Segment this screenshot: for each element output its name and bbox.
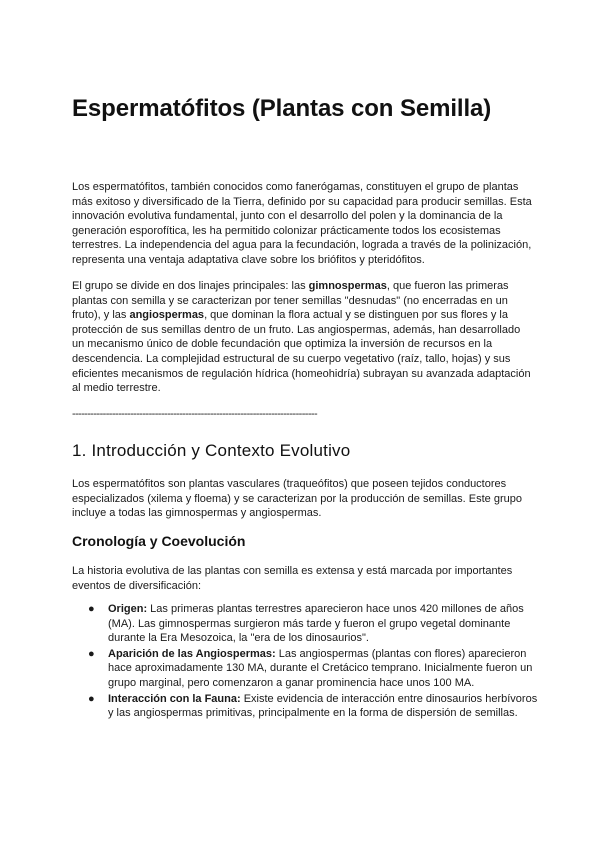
bullet-label: Interacción con la Fauna: xyxy=(108,692,241,705)
list-item xyxy=(72,647,542,691)
bullet-list xyxy=(72,602,542,722)
section-heading: 1. Introducción y Contexto Evolutivo xyxy=(72,441,351,460)
page-title: Espermatófitos (Plantas con Semilla) xyxy=(72,95,492,122)
intro-paragraph-1: Los espermatófitos, también conocidos como fanerógamas, constituyen el grupo de plantas más exitoso y diversificado de la Tierra, definido por su capacidad para producir semillas. Esta innovación evolutiva fundamental, junto con el desarrollo del polen y la dominancia de la generación esporofítica, les ha permitido colonizar prácticamente todos los ecosistemas terrestres. La independencia del agua para la fecundación, lograda a través de la polinización, representa una ventaja adaptativa clave sobre los briófitos y pteridófitos. xyxy=(72,181,532,266)
section-separator: -------------------------------------------------------------------------------- xyxy=(72,408,318,420)
bullet-icon: ● xyxy=(88,603,95,615)
list-item xyxy=(72,602,542,646)
intro-p2-text-2: , que fueron las primeras plantas con semilla y se caracterizan por tener semillas "desnudas" (no encerradas en un fruto), y las xyxy=(72,280,509,322)
bullet-label: Origen: xyxy=(108,603,148,615)
bullet-text: Las angiospermas (plantas con flores) aparecieron hace aproximadamente 130 MA, durante el Cretácico temprano. Inicialmente fueron un grupo marginal, pero comenzaron a ganar prominencia hace unos 100 MA. xyxy=(108,647,533,689)
subsection-heading: Cronología y Coevolución xyxy=(72,533,246,549)
term-angiospermas: angiospermas xyxy=(129,309,205,322)
subsection-paragraph: La historia evolutiva de las plantas con semilla es extensa y está marcada por importantes eventos de diversificación: xyxy=(72,565,513,592)
intro-paragraph-2 xyxy=(72,279,532,396)
bullet-icon: ● xyxy=(88,692,95,705)
bullet-label: Aparición de las Angiospermas: xyxy=(108,647,276,660)
section-paragraph: Los espermatófitos son plantas vasculares (traqueófitos) que poseen tejidos conductores especializados (xilema y floema) y se caracterizan por la producción de semillas. Este grupo incluye a todas las gimnospermas y angiospermas. xyxy=(72,478,522,520)
intro-p2-text-3: , que dominan la flora actual y se distinguen por sus flores y la protección de sus semillas dentro de un fruto. Las angiospermas, además, han desarrollado un mecanismo único de doble fecundación que optimiza la inversión de recursos en la descendencia. La complejidad estructural de su cuerpo vegetativo (raíz, tallo, hojas) y sus eficientes mecanismos de regulación hídrica (homeohidría) subrayan su avanzada adaptación al medio terrestre. xyxy=(72,309,531,395)
list-item xyxy=(72,692,542,721)
bullet-text: Las primeras plantas terrestres aparecieron hace unos 420 millones de años (MA). Las gimnospermas surgieron más tarde y fueron el grupo vegetal dominante durante la Era Mesozoica, la "era de los dinosaurios". xyxy=(108,603,524,645)
bullet-icon: ● xyxy=(88,647,95,660)
intro-p2-text-1: El grupo se divide en dos linajes principales: las xyxy=(72,280,309,292)
term-gimnospermas: gimnospermas xyxy=(308,280,387,292)
bullet-text: Existe evidencia de interacción entre dinosaurios herbívoros y las angiospermas primitivas, principalmente en la forma de dispersión de semillas. xyxy=(108,692,538,720)
